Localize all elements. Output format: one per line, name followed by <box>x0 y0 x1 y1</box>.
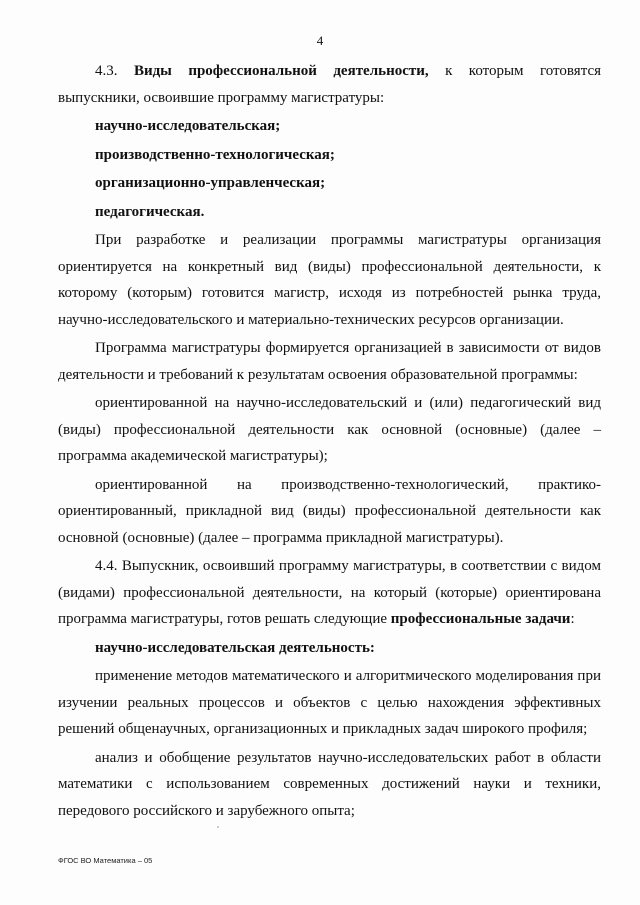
paragraph: ориентированной на производственно-технологический, практико-ориентированный, прикладной вид (виды) профессиональной деятельности как основной (основные) (далее – программа прикладной магистратуры). <box>58 476 601 546</box>
paragraph: анализ и обобщение результатов научно-исследовательских работ в области математики с использованием современных достижений науки и техники, передового российского и зарубежного опыта; <box>58 749 601 819</box>
list-item: педагогическая. <box>95 203 205 220</box>
list-item: производственно-технологическая; <box>95 146 335 163</box>
section-title-rest: к которым готовятся выпускники, освоившие программу магистратуры: <box>58 63 601 106</box>
document-body <box>58 58 601 824</box>
list-item: научно-исследовательская; <box>95 118 281 134</box>
footer-label: ФГОС ВО Математика – 05 <box>58 856 153 865</box>
section-4-4-paragraph: 4.4. Выпускник, освоивший программу магистратуры, в соответствии с видом (видами) профессиональной деятельности, на который (которые) ориентирована программа магистратуры, готов решать следующие профессиональные задачи: <box>58 558 601 627</box>
scan-speck <box>217 826 219 828</box>
section-4-3-paragraph <box>58 58 601 111</box>
section-title-bold: Виды профессиональной деятельности, <box>133 63 429 79</box>
page-number: 4 <box>316 33 324 48</box>
section-number: 4.3. <box>95 63 118 79</box>
paragraph: Программа магистратуры формируется организацией в зависимости от видов деятельности и требований к результатам освоения образовательной программы: <box>58 340 601 383</box>
subheading: научно-исследовательская деятельность: <box>95 639 375 656</box>
paragraph: При разработке и реализации программы магистратуры организация ориентируется на конкретный вид (виды) профессиональной деятельности, к которому (которым) готовится магистр, исходя из потребностей рынка труда, научно-исследовательского и материально-технических ресурсов организации. <box>58 232 601 328</box>
bold-term: профессиональные задачи <box>390 611 571 627</box>
paragraph: применение методов математического и алгоритмического моделирования при изучении реальных процессов и объектов с целью нахождения эффективных решений общенаучных, организационных и прикладных задач широкого профиля; <box>58 668 601 737</box>
paragraph: ориентированной на научно-исследовательский и (или) педагогический вид (виды) профессиональной деятельности как основной (основные) (далее – программа академической магистратуры); <box>58 395 601 464</box>
list-item: организационно-управленческая; <box>95 175 326 191</box>
